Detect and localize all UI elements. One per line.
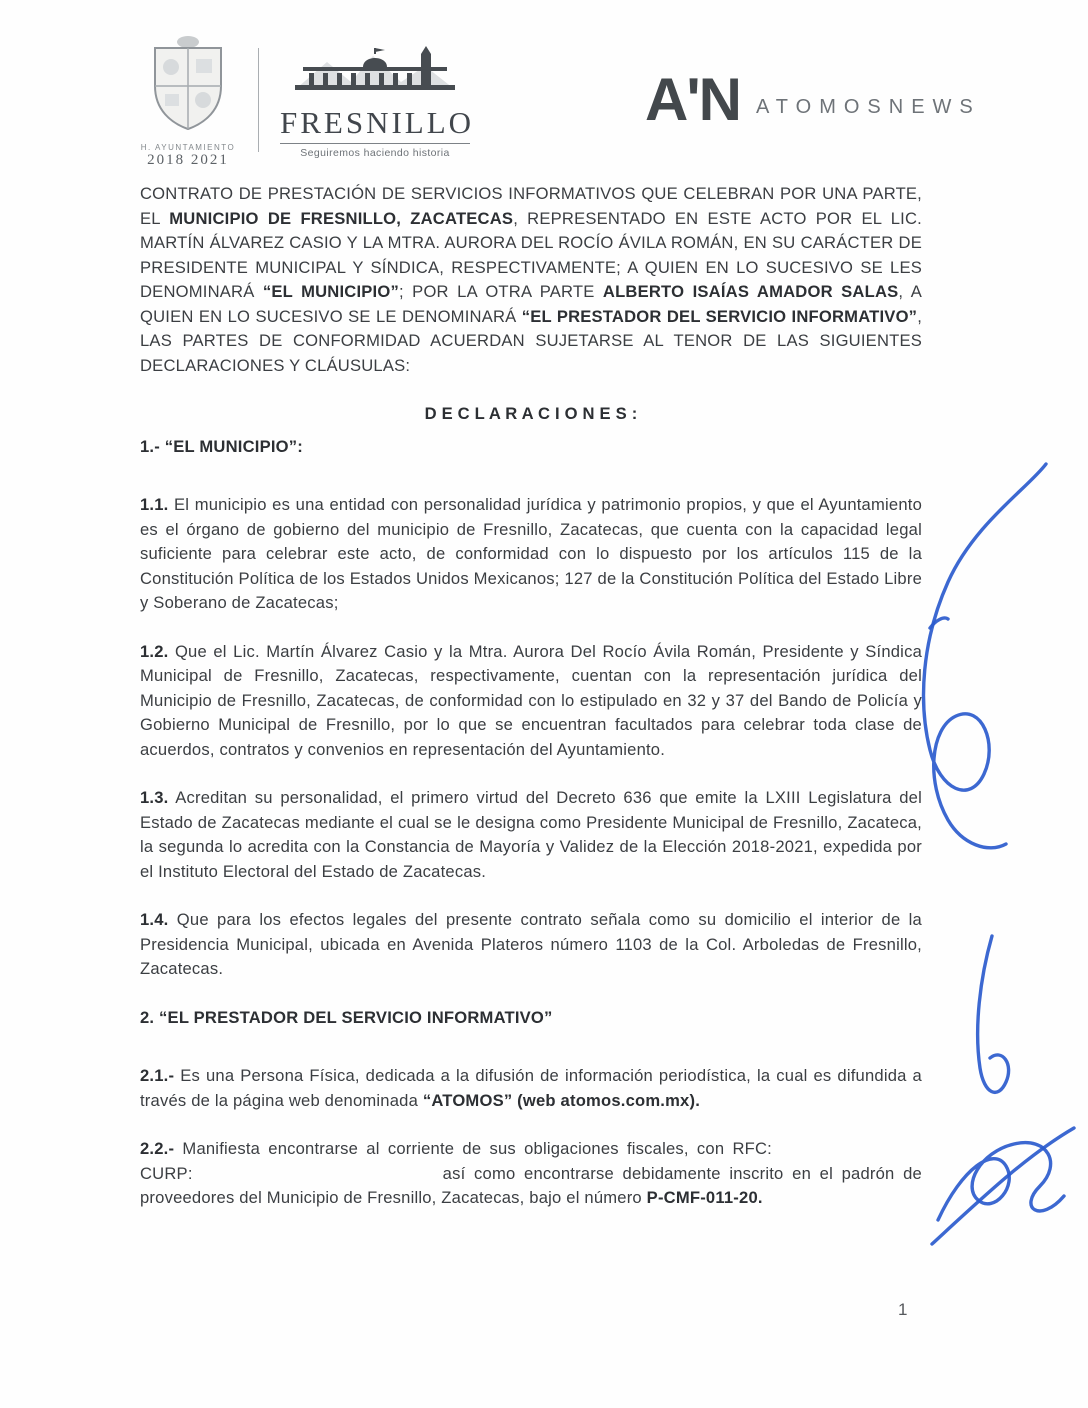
text-segment: “ATOMOS” (web atomos.com.mx). bbox=[422, 1090, 701, 1110]
text-segment: El municipio es una entidad con personalidad jurídica y patrimonio propios, y que el Ayuntamiento es el órgano de gobierno del municipio de Fresnillo, Zacatecas, que cuenta con la capacidad legal suficiente para celebrar este acto, de conformidad con lo dispuesto por los artículos 115 de la Constitución Política de los Estados Unidos Mexicanos; 127 de la Constitución Política del Estado Libre y Soberano de Zacatecas; bbox=[140, 495, 922, 612]
text-segment: “EL PRESTADOR DEL SERVICIO INFORMATIVO” bbox=[521, 306, 918, 326]
text-segment: 2. “EL PRESTADOR DEL SERVICIO INFORMATIVO” bbox=[140, 1007, 553, 1027]
text-segment: MUNICIPIO DE FRESNILLO, ZACATECAS bbox=[169, 208, 514, 228]
text-segment: Manifiesta encontrarse al corriente de sus obligaciones fiscales, con RFC: bbox=[174, 1139, 772, 1158]
clause-2-1 bbox=[140, 1064, 922, 1113]
text-segment: 1.2. bbox=[140, 641, 169, 661]
text-segment: P-CMF-011-20. bbox=[646, 1188, 763, 1207]
text-segment: 1.3. bbox=[140, 788, 169, 807]
text-segment: 2.1.- bbox=[140, 1066, 175, 1085]
declaraciones-heading bbox=[140, 402, 922, 427]
clause-1-4 bbox=[140, 908, 922, 982]
text-segment: 1.- “EL MUNICIPIO”: bbox=[140, 436, 303, 456]
page-number: 1 bbox=[898, 1300, 908, 1319]
text-segment: Es una Persona Física, dedicada a la difusión de información periodística, la cual es difundida a través de la página web denominada bbox=[140, 1066, 922, 1110]
atomos-wordmark: ATOMOSNEWS bbox=[755, 95, 981, 118]
text-segment: , LAS PARTES DE CONFORMIDAD ACUERDAN SUJETARSE AL TENOR DE LAS SIGUIENTES DECLARACIONES Y CLÁUSULAS: bbox=[140, 306, 922, 375]
document-body bbox=[140, 182, 922, 1235]
building-silhouette-icon bbox=[289, 40, 461, 98]
text-segment: Que para los efectos legales del presente contrato señala como su domicilio el interior de la Presidencia Municipal, ubicada en Avenida Plateros número 1103 de la Col. Arboledas de Fresnillo, Zacatecas. bbox=[140, 910, 922, 978]
text-segment: D E C L A R A C I O N E S : bbox=[424, 404, 638, 423]
fresnillo-slogan: Seguiremos haciendo historia bbox=[300, 147, 450, 159]
header-divider bbox=[258, 48, 259, 152]
clause-2-2 bbox=[140, 1137, 922, 1211]
clause-1-3 bbox=[140, 786, 922, 884]
redacted-rfc-value bbox=[772, 1152, 922, 1154]
section-1-heading bbox=[140, 435, 922, 460]
text-segment: ALBERTO ISAÍAS AMADOR SALAS bbox=[602, 282, 899, 301]
text-segment: ; POR LA OTRA PARTE bbox=[398, 282, 603, 301]
clause-1-2 bbox=[140, 640, 922, 763]
fresnillo-logo bbox=[280, 40, 475, 159]
text-segment: , A QUIEN EN LO SUCESIVO SE LE DENOMINARÁ bbox=[140, 282, 922, 326]
atomos-monogram: A'N bbox=[645, 66, 740, 133]
clause-1-1 bbox=[140, 493, 922, 616]
text-segment: Que el Lic. Martín Álvarez Casio y la Mtra. Aurora Del Rocío Ávila Román, Presidente y Síndica Municipal de Fresnillo, Zacatecas, respectivamente, cuentan con la representación jurídica del Municipio de Fresnillo, Zacatecas, de conformidad con lo estipulado en 32 y 37 del Bando de Policía y Gobierno Municipal de Fresnillo, por lo que se encuentran facultados para celebrar toda clase de acuerdos, contratos y convenios en representación del Ayuntamiento. bbox=[140, 641, 922, 759]
text-segment: , REPRESENTADO EN ESTE ACTO POR EL LIC. MARTÍN ÁLVAREZ CASIO Y LA MTRA. AURORA DEL ROCÍO ÁVILA ROMÁN, EN SU CARÁCTER DE PRESIDENTE MUNICIPAL Y SÍNDICA, RESPECTIVAMENTE; A QUIEN EN LO SUCESIVO SE LES DENOMINARÁ bbox=[140, 208, 922, 301]
redacted-curp-value bbox=[193, 1177, 443, 1179]
city-crest-logo bbox=[136, 34, 240, 169]
text-segment: 1.4. bbox=[140, 910, 169, 929]
signature-scribble-2 bbox=[922, 928, 1082, 1278]
section-2-heading bbox=[140, 1006, 922, 1031]
fresnillo-wordmark: FRESNILLO bbox=[280, 105, 470, 144]
text-segment: Acreditan su personalidad, el primero virtud del Decreto 636 que emite la LXIII Legislatura del Estado de Zacatecas mediante el cual se le designa como Presidente Municipal de Fresnillo, Zacateca, la segunda lo acredita con la Constancia de Mayoría y Validez de la Elección 2018-2021, expedida por el Instituto Electoral del Estado de Zacatecas. bbox=[140, 788, 922, 881]
text-segment: así como encontrarse debidamente inscrito en el padrón de proveedores del Municipio de Fresnillo, Zacatecas, bajo el número bbox=[140, 1163, 922, 1207]
crest-shield-icon bbox=[142, 34, 234, 136]
crest-years: 2018 2021 bbox=[147, 152, 229, 168]
intro-paragraph bbox=[140, 182, 922, 378]
text-segment: 2.2.- bbox=[140, 1139, 175, 1158]
text-segment: 1.1. bbox=[140, 495, 169, 514]
text-segment: CONTRATO DE PRESTACIÓN DE SERVICIOS INFORMATIVOS QUE CELEBRAN POR UNA PARTE, EL bbox=[140, 184, 922, 228]
text-segment: “EL MUNICIPIO” bbox=[262, 282, 399, 301]
text-segment: CURP: bbox=[140, 1163, 193, 1183]
atomosnews-logo bbox=[645, 66, 981, 133]
crest-caption: H. AYUNTAMIENTO bbox=[140, 143, 236, 152]
